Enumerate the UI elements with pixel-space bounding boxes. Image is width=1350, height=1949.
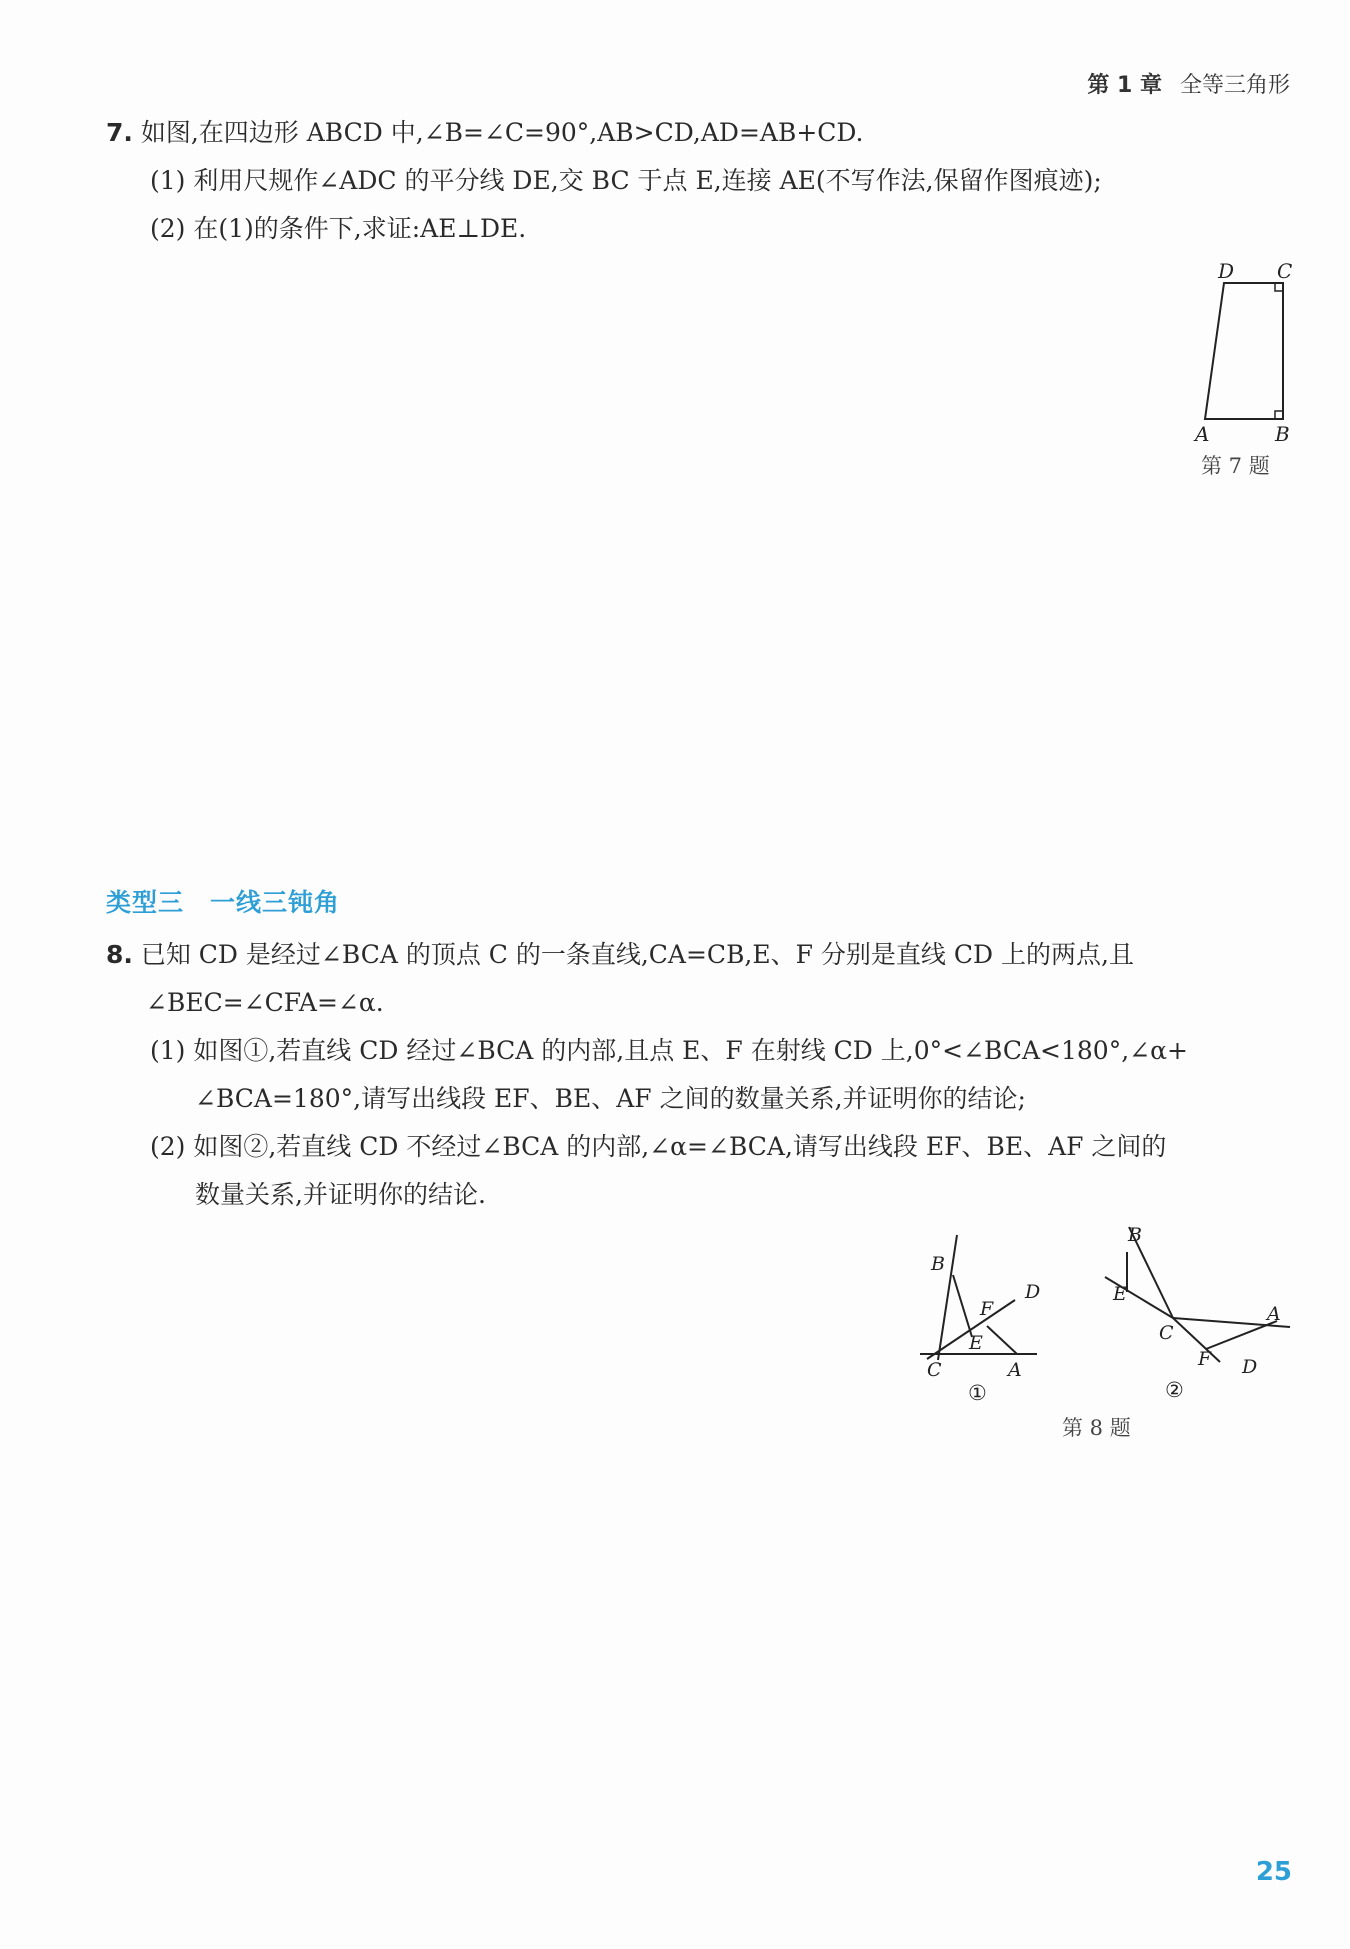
q8-part1-line2: ∠BCA=180°,请写出线段 EF、BE、AF 之间的数量关系,并证明你的结论; — [195, 1084, 1026, 1113]
q8-part1-line1: (1) 如图①,若直线 CD 经过∠BCA 的内部,且点 E、F 在射线 CD 上,0°<∠BCA<180°,∠α+ — [150, 1036, 1188, 1065]
page-number: 25 — [1255, 1857, 1292, 1887]
q8-caption: 第 8 题 — [1062, 1416, 1131, 1440]
label-e: E — [1113, 1283, 1127, 1305]
q8-part2-line1: (2) 如图②,若直线 CD 不经过∠BCA 的内部,∠α=∠BCA,请写出线段 EF、BE、AF 之间的 — [150, 1132, 1167, 1161]
label-a: A — [1008, 1359, 1022, 1381]
q8-stem-line1 — [106, 938, 1134, 972]
label-d: D — [1242, 1356, 1258, 1378]
section-type: 类型三 — [106, 888, 185, 917]
q8-part2-line2: 数量关系,并证明你的结论. — [195, 1180, 486, 1209]
q8-stem-1: 已知 CD 是经过∠BCA 的顶点 C 的一条直线,CA=CB,E、F 分别是直线 CD 上的两点,且 — [140, 940, 1134, 969]
chapter-header — [1087, 68, 1290, 99]
label-a: A — [1267, 1303, 1281, 1325]
label-f: F — [980, 1298, 994, 1320]
q8-figure-1 — [905, 1225, 1045, 1405]
q7-part2: (2) 在(1)的条件下,求证:AE⊥DE. — [150, 214, 527, 243]
right-angle-mark-c — [1275, 283, 1283, 291]
segment-fa — [987, 1326, 1017, 1354]
chapter-number: 第 1 章 — [1087, 73, 1162, 98]
label-b: B — [1128, 1224, 1142, 1246]
segment-be — [953, 1275, 972, 1337]
label-f: F — [1198, 1348, 1212, 1370]
section-title — [106, 883, 340, 919]
label-b: B — [1275, 422, 1290, 446]
section-name: 一线三钝角 — [210, 888, 341, 917]
label-b: B — [931, 1253, 945, 1275]
q7-stem-line — [106, 116, 864, 150]
q7-caption: 第 7 题 — [1201, 454, 1270, 478]
q7-number: 7. — [106, 118, 133, 147]
label-c: C — [1277, 259, 1293, 283]
q8-figure-2 — [1095, 1215, 1305, 1405]
q7-stem: 如图,在四边形 ABCD 中,∠B=∠C=90°,AB>CD,AD=AB+CD. — [140, 118, 864, 147]
figure-marker-2: ② — [1165, 1378, 1184, 1402]
q8-stem-line2: ∠BEC=∠CFA=∠α. — [146, 988, 384, 1017]
q7-part1: (1) 利用尺规作∠ADC 的平分线 DE,交 BC 于点 E,连接 AE(不写作法,保留作图痕迹); — [150, 166, 1102, 195]
q8-number: 8. — [106, 940, 133, 969]
label-d: D — [1025, 1281, 1041, 1303]
right-angle-mark-b — [1275, 411, 1283, 419]
label-e: E — [969, 1332, 983, 1354]
label-c: C — [927, 1359, 942, 1381]
line-cd — [1173, 1318, 1220, 1362]
chapter-title: 全等三角形 — [1179, 73, 1290, 98]
label-a: A — [1195, 422, 1210, 446]
label-d: D — [1218, 259, 1235, 283]
label-c: C — [1159, 1322, 1174, 1344]
quadrilateral-abcd — [1205, 283, 1283, 419]
figure-marker-1: ① — [968, 1381, 987, 1405]
segment-fa — [1206, 1321, 1277, 1349]
q7-figure — [1180, 255, 1300, 450]
